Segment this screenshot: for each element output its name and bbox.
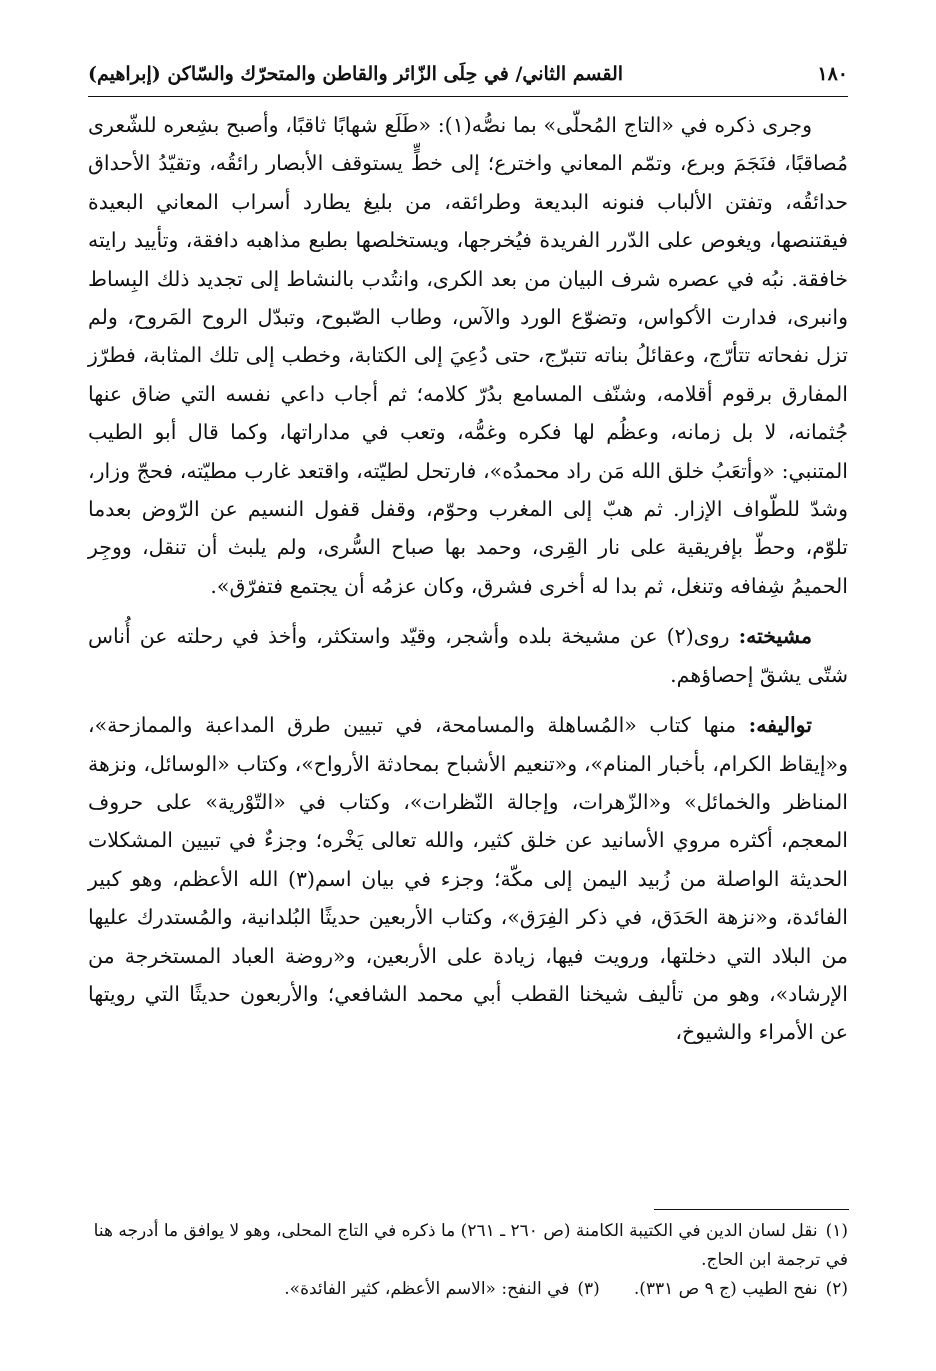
- section-heading-teachers: مشيخته:: [738, 624, 812, 649]
- paragraph-biography: [88, 106, 848, 605]
- footnote-text: في النفح: «الاسم الأعظم، كثير الفائدة».: [284, 1279, 570, 1299]
- section-heading-works: تواليفه:: [748, 713, 812, 738]
- footnote-marker: (١): [825, 1221, 848, 1241]
- running-title: القسم الثاني/ في حِلَى الزّائر والقاطن والمتحرّك والسّاكن (إبراهيم): [88, 63, 624, 85]
- footnote-1: [88, 1217, 848, 1275]
- page-number: ١٨٠: [817, 63, 848, 85]
- header-rule: [88, 96, 848, 97]
- footnote-text: نقل لسان الدين في الكتيبة الكامنة (ص ٢٦٠ ـ ٢٦١) ما ذكره في التاج المحلى، وهو لا يوافق ما أدرجه هنا في ترجمة ابن الحاج.: [93, 1221, 848, 1270]
- paragraph-text: روى(٢) عن مشيخة بلده وأشجر، وقيّد واستكثر، وأخذ في رحلته عن أُناس شتّى يشقّ إحصاؤهم.: [88, 624, 848, 687]
- main-text: [88, 106, 848, 1064]
- footnote-text: نفح الطيب (ج ٩ ص ٣٣١).: [633, 1279, 818, 1299]
- footnote-3: [284, 1275, 600, 1304]
- footnote-rule: [654, 1209, 849, 1210]
- page-header: [88, 52, 848, 96]
- footnote-2: [634, 1275, 848, 1304]
- footnote-marker: (٢): [825, 1279, 848, 1299]
- paragraph-works: [88, 706, 848, 1052]
- paragraph-text: وجرى ذكره في «التاج المُحلّى» بما نصُّه(١): «طَلَع شهابًا ثاقبًا، وأصبح بشِعره للشّعرى مُصاقبًا، فنَجَمَ وبرع، وتمّم المعاني واخترع؛ إلى خطٍّ يستوقف الأبصار رائقُه، وتقيّدُ الأحداق حدائقُه، وتفتن الألباب فنونه البديعة وطرائقه، من بليغ يطارد أسراب المعاني البعيدة فيقتنصها، ويغوص على الدّرر الفريدة فيُخرجها، ويستخلصها بطبع مذاهبه دافقة، وتأييد رايته خافقة. نبُه في عصره شرف البيان من بعد الكرى، وانتُدب بالنشاط إلى تجديد ذلك البِساط وانبرى، فدارت الأكواس، وتضوّع الورد والآس، وطاب الصّبوح، وتبدّل الروح المَروح، ولم تزل نفحاته تتأرّج، وعقائلُ بناته تتبرّج، حتى دُعِيَ إلى الكتابة، وخطب إلى تلك المثابة، فطرّز المفارق برقوم أقلامه، وشنّف المسامع بدُرّ كلامه؛ ثم أجاب داعي نفسه التي ضاق عنها جُثمانه، لا بل زمانه، وعظُم لها فكره وغمُّه، وتعب في مداراتها، وكما قال أبو الطيب المتنبي: «وأتعَبُ خلق الله مَن راد محمدُه»، فارتحل لطيّته، واقتعد غارب مطيّته، فحجّ وزار، وشدّ للطّواف الإزار. ثم هبّ إلى المغرب وحوّم، وقفل قفول النسيم عن الرّوض بعدما تلوّم، وحطّ بإفريقية على نار القِرى، وحمد بها صباح السُّرى، ولم يلبث أن تنقل، ووجِر الحميمُ شِفافه وتنغل، ثم بدا له أخرى فشرق، وكان عزمُه أن يجتمع فتفرّق».: [88, 113, 848, 598]
- footnotes: [88, 1217, 848, 1304]
- footnote-marker: (٣): [577, 1279, 600, 1299]
- footnote-row: [88, 1275, 848, 1304]
- paragraph-teachers: [88, 617, 848, 694]
- paragraph-text: منها كتاب «المُساهلة والمسامحة، في تبيين طرق المداعبة والممازحة»، و«إيقاظ الكرام، بأخبار المنام»، و«تنعيم الأشباح بمحادثة الأرواح»، وكتاب «الوسائل، ونزهة المناظر والخمائل» و«الزّهرات، وإجالة النّظرات»، وكتاب في «التّوْرية» على حروف المعجم، أكثره مروي الأسانيد عن خلق كثير، والله تعالى يَخْره؛ وجزءٌ في تبيين المشكلات الحديثة الواصلة من زُبيد اليمن إلى مكّة؛ وجزء في بيان اسم(٣) الله الأعظم، وهو كبير الفائدة، و«نزهة الحَدَق، في ذكر الفِرَق»، وكتاب الأربعين حديثًا البُلدانية، والمُستدرك عليها من البلاد التي دخلتها، ورويت فيها، زيادة على الأربعين، و«روضة العباد المستخرجة من الإرشاد»، وهو من تأليف شيخنا القطب أبي محمد الشافعي؛ والأربعون حديثًا التي رويتها عن الأمراء والشيوخ،: [88, 713, 848, 1045]
